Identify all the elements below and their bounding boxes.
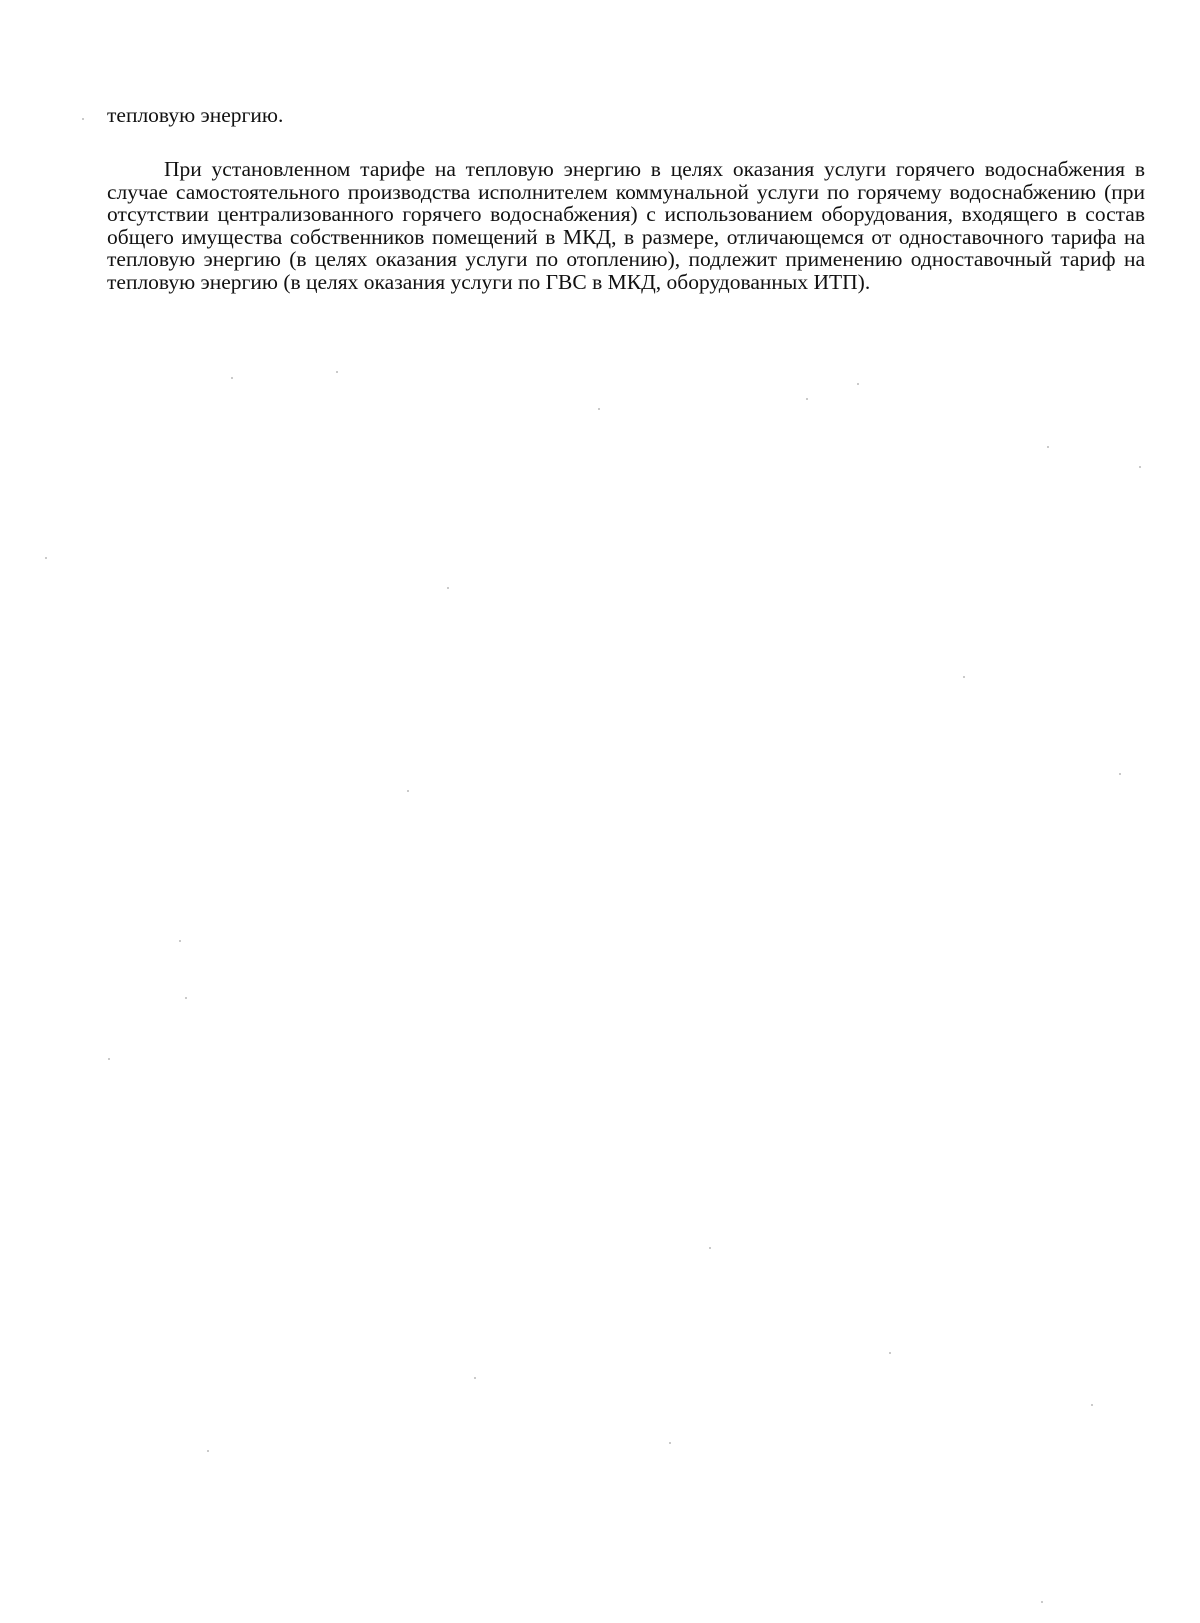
scan-speck xyxy=(179,940,181,942)
scan-speck xyxy=(45,557,47,559)
scan-speck xyxy=(1041,1601,1043,1603)
scan-speck xyxy=(108,1058,110,1060)
scan-speck xyxy=(963,676,965,678)
scan-speck xyxy=(709,1247,711,1249)
scan-speck xyxy=(598,408,600,410)
scan-speck xyxy=(474,1377,476,1379)
scan-speck xyxy=(336,371,338,373)
scan-speck xyxy=(82,118,84,120)
scan-speck xyxy=(1047,446,1049,448)
scan-speck xyxy=(1139,466,1141,468)
scan-speck xyxy=(231,377,233,379)
scan-speck xyxy=(1091,1404,1093,1406)
scan-speck xyxy=(207,1450,209,1452)
scan-speck xyxy=(806,398,808,400)
scan-speck xyxy=(889,1352,891,1354)
scan-speck xyxy=(857,383,859,385)
scan-speck xyxy=(447,587,449,589)
continuation-text: тепловую энергию. xyxy=(107,103,284,127)
scan-speck xyxy=(669,1442,671,1444)
scan-speck xyxy=(407,790,409,792)
scan-speck xyxy=(185,997,187,999)
body-paragraph: При установленном тарифе на тепловую энергию в целях оказания услуги горячего водоснабжения в случае самостоятельного производства исполнителем коммунальной услуги по горячему водоснабжению (при отсутствии централизованного горячего водоснабжения) с использованием оборудования, входящего в состав общего имущества собственников помещений в МКД, в размере, отличающемся от одноставочного тарифа на тепловую энергию (в целях оказания услуги по отоплению), подлежит применению одноставочный тариф на тепловую энергию (в целях оказания услуги по ГВС в МКД, оборудованных ИТП). xyxy=(107,157,1145,294)
scan-speck xyxy=(1119,773,1121,775)
